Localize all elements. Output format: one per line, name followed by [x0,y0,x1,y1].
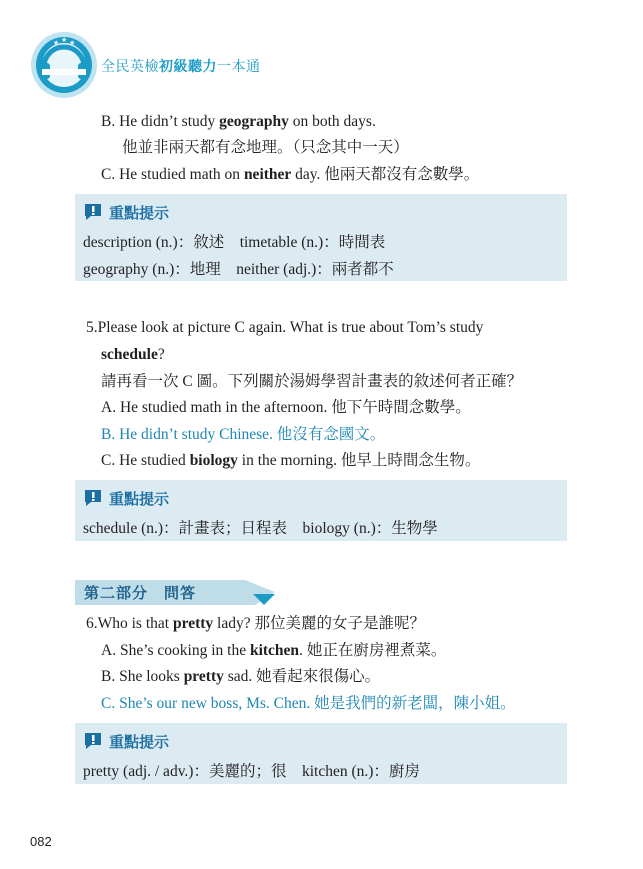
speech-exclamation-icon [83,731,103,751]
q5-option-c: C. He studied biology in the morning. 他早上時間念生物。 [101,452,481,469]
book-title: 全民英檢初級聽力一本通 [101,59,261,75]
svg-text:★: ★ [69,39,76,47]
q4-option-b: B. He didn’t study geography on both days. [101,113,376,130]
q5-question: 5.Please look at picture C again. What is true about Tom’s study [86,319,484,336]
tip-box [75,723,567,784]
page-header [0,0,643,100]
tip-label: 重點提示 [109,203,170,222]
page-number: 082 [30,834,52,849]
section-title: 第二部分 問答 [84,584,197,602]
tip-box [75,194,567,281]
vocab-line: geography (n.)：地理 neither (adj.)：兩者都不 [83,261,394,278]
vocab-line: description (n.)：敘述 timetable (n.)：時間表 [83,234,386,251]
tip-box [75,480,567,541]
tip-label: 重點提示 [109,732,170,751]
q5-translation: 請再看一次 C 圖。下列關於湯姆學習計畫表的敘述何者正確？ [101,373,523,390]
q6-question: 6.Who is that pretty lady? 那位美麗的女子是誰呢？ [86,615,425,632]
speech-exclamation-icon [83,488,103,508]
q4-option-c: C. He studied math on neither day. 他兩天都沒有念數學。 [101,166,480,183]
svg-text:★: ★ [61,36,68,44]
vocab-line: pretty (adj. / adv.)：美麗的；很 kitchen (n.)：廚房 [83,763,420,780]
q5-option-a: A. He studied math in the afternoon. 他下午時間念數學。 [101,399,471,416]
q5-question-cont: schedule? [101,346,165,363]
q6-option-a: A. She’s cooking in the kitchen. 她正在廚房裡煮菜。 [101,642,447,659]
q6-option-b: B. She looks pretty sad. 她看起來很傷心。 [101,668,381,685]
headphones-logo-icon [30,31,98,99]
speech-exclamation-icon [83,202,103,222]
tip-label: 重點提示 [109,489,170,508]
q6-option-c-answer: C. She’s our new boss, Ms. Chen. 她是我們的新老闆，陳小姐。 [101,695,516,712]
vocab-line: schedule (n.)：計畫表；日程表 biology (n.)：生物學 [83,520,438,537]
svg-text:★: ★ [53,39,60,47]
q5-option-b-answer: B. He didn’t study Chinese. 他沒有念國文。 [101,426,386,443]
q4-option-b-translation: 他並非兩天都有念地理。（只念其中一天） [122,139,409,156]
